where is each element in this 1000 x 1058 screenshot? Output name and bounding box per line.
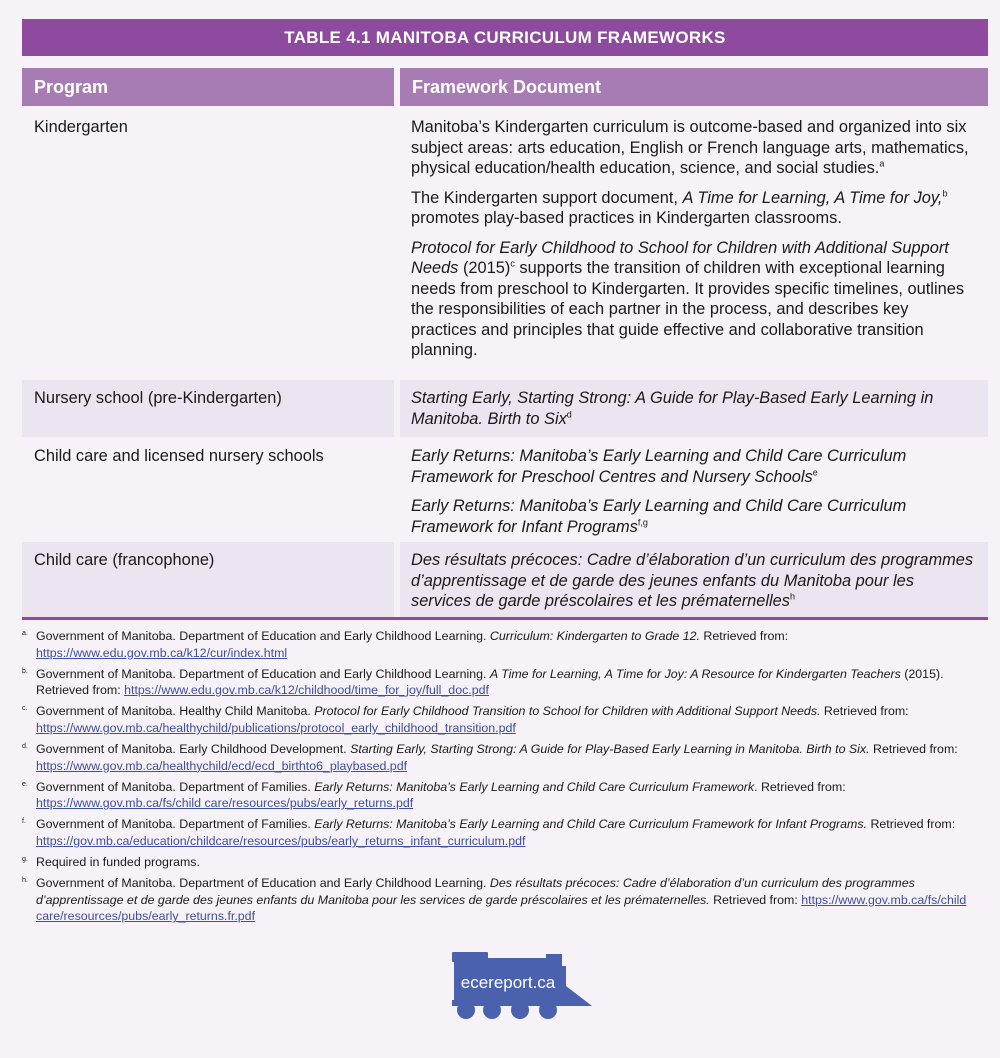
row-childcare-program [22, 438, 394, 539]
footnote: a. Government of Manitoba. Department of Education and Early Childhood Learning. Curriculum: Kindergarten to Grade 12. Retrieved from: https://www.edu.gov.mb.ca/k12/cur/index.html [22, 629, 789, 660]
footnote-link[interactable]: https://www.gov.mb.ca/fs/child care/resources/pubs/early_returns.pdf [36, 796, 414, 811]
framework-document: Early Returns: Manitoba’s Early Learning and Child Care Curriculum Framework for Infant Programs$^{f,g}$ [411, 497, 907, 536]
row-nursery-framework: Starting Early, Starting Strong: A Guide for Play-Based Early Learning in Manitoba. Birth to Six$^d$ [400, 380, 988, 437]
column-header-framework: Framework Document [400, 68, 988, 106]
footnote: e. Government of Manitoba. Department of Families. Early Returns: Manitoba’s Early Learning and Child Care Curriculum Framework. Retrieved from: https://www.gov.mb.ca/fs/child care/resources/pubs/early_returns.pdf [22, 779, 846, 811]
framework-document: Early Returns: Manitoba’s Early Learning and Child Care Curriculum Framework for Preschool Centres and Nursery Schools$^e$ [411, 447, 907, 486]
footnote: g. Required in funded programs. [22, 855, 200, 870]
footnote-link[interactable]: https://www.edu.gov.mb.ca/k12/cur/index.html [36, 645, 288, 660]
program-name: Nursery school (pre-Kindergarten) [34, 389, 282, 407]
framework-paragraph: Manitoba’s Kindergarten curriculum is outcome-based and organized into six subject areas: arts education, English or French language arts, mathematics, physical education/health education, science, and social studies.$^a$ [411, 118, 969, 177]
table-title: TABLE 4.1 MANITOBA CURRICULUM FRAMEWORKS [22, 19, 988, 56]
program-name: Kindergarten [34, 118, 128, 136]
footnote: c. Government of Manitoba. Healthy Child Manitoba. Protocol for Early Childhood Transition to School for Children with Additional Support Needs. Retrieved from: https://www.gov.mb.ca/healthychild/publications/protocol_early_childhood_transition.pdf [22, 704, 909, 735]
framework-paragraph: Protocol for Early Childhood to School for Children with Additional Support Needs $(2015)^c$ supports the transition of children with exceptional learning needs from preschool to Kindergarten. It provides specific timelines, outlines the responsibilities of each partner in the process, and describes key practices and principles that guide effective and collaborative transition planning. [411, 238, 965, 359]
ecereport-logo[interactable] [450, 950, 595, 1020]
column-header-program: Program [22, 68, 394, 106]
footnote: b. Government of Manitoba. Department of Education and Early Childhood Learning. A Time for Learning, A Time for Joy: A Resource for Kindergarten Teachers (2015). Retrieved from: https://www.edu.gov.mb.ca/k12/childhood/time_for_joy/full_doc.pdf [22, 666, 944, 698]
row-francophone-framework: Des résultats précoces: Cadre d’élaboration d’un curriculum des programmes d’apprentissage et de garde des jeunes enfants du Manitoba pour les services de garde préscolaires et les prématernelles$^h$ [400, 542, 988, 617]
row-francophone-program [22, 542, 394, 617]
footnote-link[interactable]: https://www.gov.mb.ca/healthychild/ecd/ecd_birthto6_playbased.pdf [36, 758, 408, 773]
program-name: Child care (francophone) [34, 551, 215, 569]
framework-paragraph: The Kindergarten support document, A Time for Learning, A Time for Joy,$^b$ promotes play-based practices in Kindergarten classrooms. [411, 188, 948, 227]
row-kindergarten-program [22, 109, 394, 377]
program-name: Child care and licensed nursery schools [34, 447, 324, 465]
row-childcare-framework [400, 438, 988, 539]
footnote-link[interactable]: https://gov.mb.ca/education/childcare/resources/pubs/early_returns_infant_curriculum.pdf [36, 834, 526, 849]
row-kindergarten-framework [400, 109, 988, 377]
footnote: d. Government of Manitoba. Early Childhood Development. Starting Early, Starting Strong: A Guide for Play-Based Early Learning in Manitoba. Birth to Six. Retrieved from: https://www.gov.mb.ca/healthychild/ecd/ecd_birthto6_playbased.pdf [22, 742, 958, 773]
footnote-link[interactable]: https://www.gov.mb.ca/healthychild/publications/protocol_early_childhood_transition.pdf [36, 720, 516, 735]
logo-text: ecereport.ca [460, 973, 556, 992]
footnote-link[interactable]: https://www.gov.mb.ca/fs/child care/resources/pubs/early_returns.fr.pdf [36, 892, 967, 924]
footnote-link[interactable]: https://www.edu.gov.mb.ca/k12/childhood/time_for_joy/full_doc.pdf [124, 683, 489, 698]
table-bottom-rule [22, 617, 988, 620]
framework-document: Des résultats précoces: Cadre d’élaboration d’un curriculum des programmes d’apprentissage et de garde des jeunes enfants du Manitoba pour les services de garde préscolaires et les prématernelles [411, 551, 974, 610]
footnote: f. Government of Manitoba. Department of Families. Early Returns: Manitoba’s Early Learning and Child Care Curriculum Framework for Infant Programs. Retrieved from: https://gov.mb.ca/education/childcare/resources/pubs/early_returns_infant_curriculum.pdf [22, 817, 956, 849]
framework-document: Starting Early, Starting Strong: A Guide for Play-Based Early Learning in Manitoba. Birth to Six [411, 389, 934, 428]
footnote: h. Government of Manitoba. Department of Education and Early Childhood Learning. Des résultats précoces: Cadre d’élaboration d’un curriculum des programmes d’apprentissage et de garde des jeunes enfants du Manitoba pour les services de garde préscolaires et les prématernelles. Retrieved from: https://www.gov.mb.ca/fs/child care/resources/pubs/early_returns.fr.pdf [22, 876, 967, 924]
footnotes [22, 628, 988, 930]
row-nursery-program [22, 380, 394, 437]
